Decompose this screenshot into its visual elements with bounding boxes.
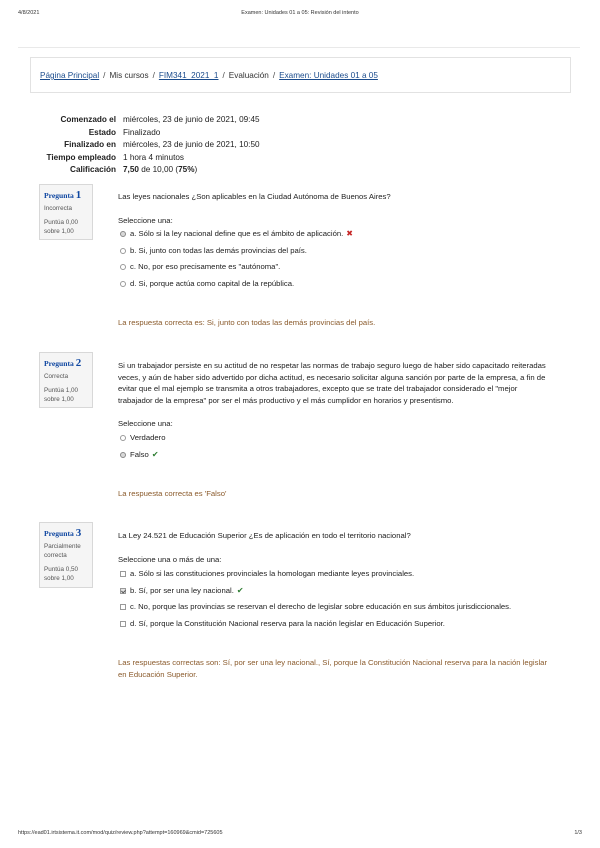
finished-value: miércoles, 23 de junio de 2021, 10:50 <box>123 140 260 149</box>
question-2-option-true[interactable]: Verdadero <box>120 433 165 442</box>
checkbox-checked-icon[interactable] <box>120 588 126 594</box>
question-1-grade: Puntúa 0,00 sobre 1,00 <box>44 219 78 235</box>
radio-icon[interactable] <box>120 248 126 254</box>
question-1-info <box>39 184 93 240</box>
question-2-prompt: Seleccione una: <box>118 419 173 428</box>
print-date: 4/8/2021 <box>18 10 40 16</box>
question-3-feedback: Las respuestas correctas son: Sí, por ser una ley nacional., Sí, porque la Constitución Nacional reserva para la nación legislar en Educación Superior. <box>118 658 548 679</box>
question-2-info <box>39 352 93 408</box>
started-value: miércoles, 23 de junio de 2021, 09:45 <box>123 115 260 124</box>
checkbox-icon[interactable] <box>120 604 126 610</box>
question-1-option-d[interactable]: d. Si, porque actúa como capital de la república. <box>120 279 294 288</box>
question-3-option-a[interactable]: a. Sólo si las constituciones provinciales la homologan mediante leyes provinciales. <box>120 569 414 578</box>
breadcrumb-separator: / <box>272 71 276 80</box>
breadcrumb-separator: / <box>222 71 225 80</box>
question-2-title: Pregunta 2 <box>44 357 82 369</box>
print-page-number: 1/3 <box>574 830 582 836</box>
correct-icon: ✔ <box>236 585 244 595</box>
question-1-option-a[interactable]: a. Sólo si la ley nacional define que es el ámbito de aplicación. ✖ <box>120 229 353 238</box>
incorrect-icon: ✖ <box>346 229 353 238</box>
question-3-text: La Ley 24.521 de Educación Superior ¿Es de aplicación en todo el territorio nacional? <box>118 531 411 540</box>
question-1-text: Las leyes nacionales ¿Son aplicables en la Ciudad Autónoma de Buenos Aires? <box>118 192 391 201</box>
question-3-option-d[interactable]: d. Sí, porque la Constitución Nacional reserva para la nación legislar en Educación Superior. <box>120 619 445 628</box>
breadcrumb-separator: / <box>103 71 106 80</box>
breadcrumb-exam-link[interactable]: Examen: Unidades 01 a 05 <box>279 71 378 80</box>
grade-score: 7,50 <box>123 165 139 174</box>
question-3-option-c[interactable]: c. No, porque las provincias se reservan el derecho de legislar sobre educación en sus ámbitos jurisdiccionales. <box>120 602 511 611</box>
breadcrumb-home-link[interactable]: Página Principal <box>40 71 100 80</box>
time-label: Tiempo empleado <box>46 152 116 162</box>
checkbox-icon[interactable] <box>120 571 126 577</box>
breadcrumb-my-courses: Mis cursos <box>109 71 149 80</box>
print-title: Examen: Unidades 01 a 05: Revisión del intento <box>241 10 359 16</box>
question-2-grade: Puntúa 1,00 sobre 1,00 <box>44 387 78 403</box>
print-url: https://ead01.irtsistema.it.com/mod/quiz/review.php?attempt=160969&cmid=725605 <box>18 830 223 836</box>
question-1-feedback: La respuesta correcta es: Si, junto con todas las demás provincias del país. <box>118 318 376 327</box>
grade-value <box>123 165 197 174</box>
time-value: 1 hora 4 minutos <box>123 152 184 162</box>
question-1-option-b[interactable]: b. Si, junto con todas las demás provincias del país. <box>120 246 307 255</box>
question-1-prompt: Seleccione una: <box>118 216 173 225</box>
grade-percent: 75% <box>178 165 195 174</box>
breadcrumb-separator: / <box>152 71 155 80</box>
question-1-option-c[interactable]: c. No, por eso precisamente es "autónoma". <box>120 262 280 271</box>
breadcrumb-evaluation: Evaluación <box>228 71 269 80</box>
finished-label: Finalizado en <box>64 140 116 149</box>
question-1-title: Pregunta 1 <box>44 189 82 201</box>
question-3-state: Parcialmente correcta <box>44 543 81 559</box>
question-3-option-b[interactable]: b. Sí, por ser una ley nacional. ✔ <box>120 586 244 595</box>
radio-selected-icon[interactable] <box>120 231 126 237</box>
question-3-info <box>39 522 93 588</box>
checkbox-icon[interactable] <box>120 621 126 627</box>
question-1-state: Incorrecta <box>44 205 72 212</box>
correct-icon: ✔ <box>151 450 159 459</box>
started-label: Comenzado el <box>60 115 116 124</box>
question-3-title: Pregunta 3 <box>44 527 82 539</box>
radio-selected-icon[interactable] <box>120 452 126 458</box>
divider <box>18 47 580 48</box>
question-3-prompt: Seleccione una o más de una: <box>118 555 222 564</box>
radio-icon[interactable] <box>120 264 126 270</box>
question-3-grade: Puntúa 0,50 sobre 1,00 <box>44 566 78 582</box>
question-2-option-false[interactable]: Falso ✔ <box>120 450 159 459</box>
radio-icon[interactable] <box>120 281 126 287</box>
grade-rest: de 10,00 ( <box>138 165 179 174</box>
breadcrumb <box>30 57 571 93</box>
grade-label: Calificación <box>70 165 116 174</box>
grade-close: ) <box>194 165 198 174</box>
radio-icon[interactable] <box>120 435 126 441</box>
state-label: Estado <box>88 127 116 137</box>
question-2-feedback: La respuesta correcta es 'Falso' <box>118 489 227 498</box>
attempt-summary <box>0 115 600 185</box>
question-2-text: Si un trabajador persiste en su actitud de no respetar las normas de trabajo seguro luego de haber sido capacitado reiteradas veces, y aún de haber sido advertido por dicha actitud, es necesario solicitar alguna sanción por parte de la empresa, a fin de evitar que el mal ejemplo se transmita a otros trabajadores, excepto que se trate del trabajador considerado el "mejor trabajador de la empresa" por ser el más productivo y el más cumplidor en horarios y presentismo. <box>118 361 546 405</box>
question-2-state: Correcta <box>44 373 69 380</box>
state-value: Finalizado <box>123 127 161 137</box>
breadcrumb-course-link[interactable]: FIM341_2021_1 <box>158 71 219 80</box>
